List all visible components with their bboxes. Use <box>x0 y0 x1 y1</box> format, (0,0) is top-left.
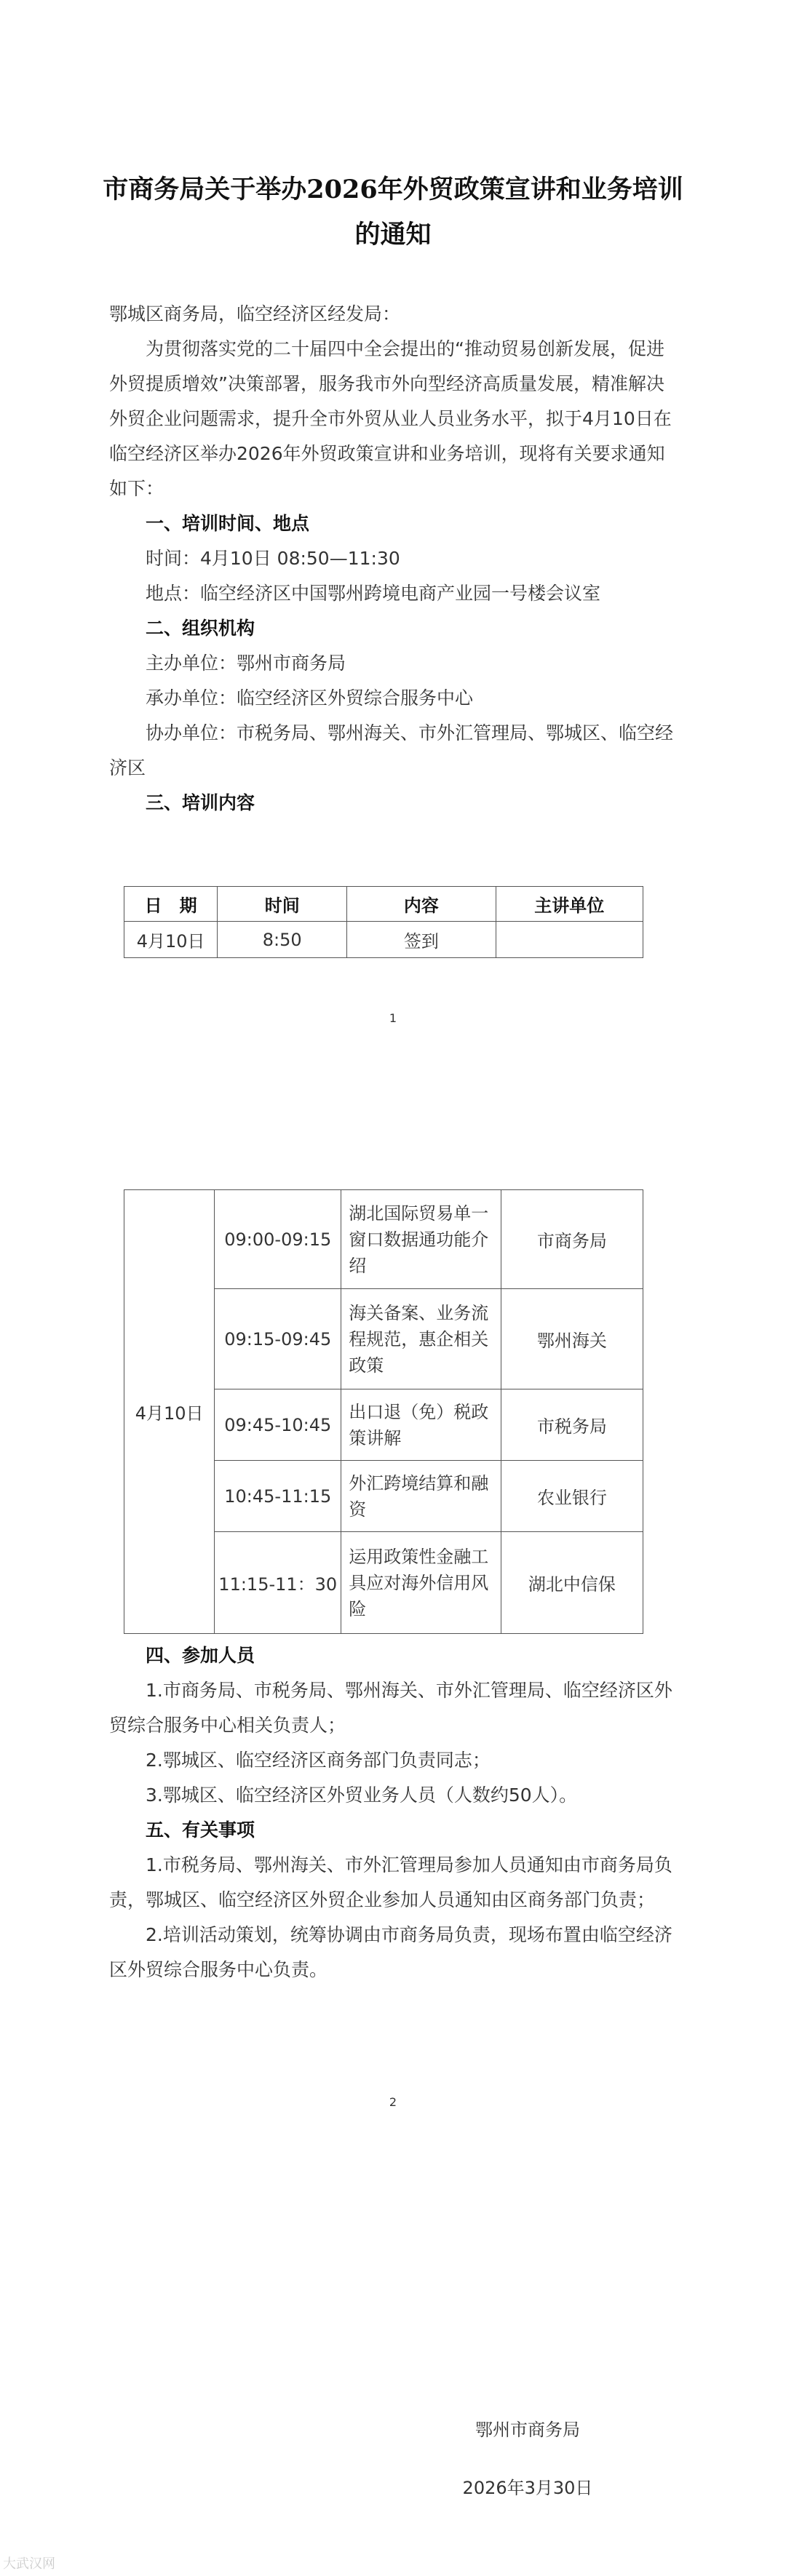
matter-item-2: 2.培训活动策划，统筹协调由市商务局负责，现场布置由临空经济区外贸综合服务中心负责。 <box>109 1924 672 1980</box>
cell-speaker: 农业银行 <box>501 1461 643 1532</box>
cell-time: 09:45-10:45 <box>215 1389 341 1461</box>
cell-speaker: 鄂州海关 <box>501 1289 643 1389</box>
header-time: 时间 <box>218 887 347 922</box>
page-number-2: 2 <box>389 2095 397 2109</box>
schedule-table-part-1 <box>124 886 643 958</box>
section-4-heading: 四、参加人员 <box>146 1645 255 1666</box>
cell-time: 10:45-11:15 <box>215 1461 341 1532</box>
cell-content: 湖北国际贸易单一窗口数据通功能介绍 <box>341 1190 501 1289</box>
intro-paragraph: 为贯彻落实党的二十届四中全会提出的“推动贸易创新发展，促进外贸提质增效”决策部署，服务我市外向型经济高质量发展，精准解决外贸企业问题需求，提升全市外贸从业人员业务水平，拟于4月10日在临空经济区举办2026年外贸政策宣讲和业务培训，现将有关要求通知如下： <box>109 338 672 499</box>
cell-content: 海关备案、业务流程规范，惠企相关政策 <box>341 1289 501 1389</box>
cell-speaker: 湖北中信保 <box>501 1532 643 1634</box>
cell-content: 出口退（免）税政策讲解 <box>341 1389 501 1461</box>
header-speaker: 主讲单位 <box>496 887 643 922</box>
schedule-table-part-2 <box>124 1189 643 1634</box>
cell-content: 外汇跨境结算和融资 <box>341 1461 501 1532</box>
signer-name: 鄂州市商务局 <box>475 2420 580 2440</box>
cell-content: 运用政策性金融工具应对海外信用风险 <box>341 1532 501 1634</box>
body-page-2 <box>109 1638 677 1987</box>
recipients: 鄂城区商务局，临空经济区经发局： <box>109 303 401 324</box>
section-1-heading: 一、培训时间、地点 <box>146 513 310 534</box>
cell-content: 签到 <box>347 922 496 958</box>
cell-speaker: 市商务局 <box>501 1190 643 1289</box>
coorganizer-unit: 协办单位：市税务局、鄂州海关、市外汇管理局、鄂城区、临空经济区 <box>109 722 674 778</box>
host-unit: 主办单位：鄂州市商务局 <box>146 653 346 674</box>
cell-time: 11:15-11：30 <box>215 1532 341 1634</box>
section-2-heading: 二、组织机构 <box>146 618 255 639</box>
page-number-1: 1 <box>389 1011 397 1025</box>
attendee-item-2: 2.鄂城区、临空经济区商务部门负责同志； <box>146 1750 491 1771</box>
training-place: 地点：临空经济区中国鄂州跨境电商产业园一号楼会议室 <box>146 583 601 604</box>
body-page-1 <box>109 297 677 821</box>
page-2 <box>0 1091 786 2576</box>
matter-item-1: 1.市税务局、鄂州海关、市外汇管理局参加人员通知由市商务局负责，鄂城区、临空经济区外贸企业参加人员通知由区商务部门负责； <box>109 1854 672 1910</box>
attendee-item-1: 1.市商务局、市税务局、鄂州海关、市外汇管理局、临空经济区外贸综合服务中心相关负责人； <box>109 1680 672 1736</box>
section-3-heading: 三、培训内容 <box>146 792 255 813</box>
cell-time: 09:00-09:15 <box>215 1190 341 1289</box>
attendee-item-3: 3.鄂城区、临空经济区外贸业务人员（人数约50人）。 <box>146 1785 578 1806</box>
cell-speaker <box>496 922 643 958</box>
cell-time: 09:15-09:45 <box>215 1289 341 1389</box>
header-content: 内容 <box>347 887 496 922</box>
table-row <box>124 1190 643 1289</box>
header-date: 日 期 <box>124 887 218 922</box>
training-time: 时间：4月10日 08:50—11:30 <box>146 548 400 569</box>
signing-date: 2026年3月30日 <box>462 2478 593 2498</box>
table-header-row <box>124 887 643 922</box>
page-1 <box>0 0 786 1091</box>
watermark-logo: 大武汉网 <box>3 2556 55 2572</box>
cell-time: 8:50 <box>218 922 347 958</box>
organizer-unit: 承办单位：临空经济区外贸综合服务中心 <box>146 687 474 709</box>
document-title: 市商务局关于举办2026年外贸政策宣讲和业务培训的通知 <box>103 175 683 250</box>
table-row <box>124 922 643 958</box>
cell-speaker: 市税务局 <box>501 1389 643 1461</box>
section-5-heading: 五、有关事项 <box>146 1819 255 1841</box>
cell-date-merged: 4月10日 <box>124 1190 215 1634</box>
cell-date: 4月10日 <box>124 922 218 958</box>
